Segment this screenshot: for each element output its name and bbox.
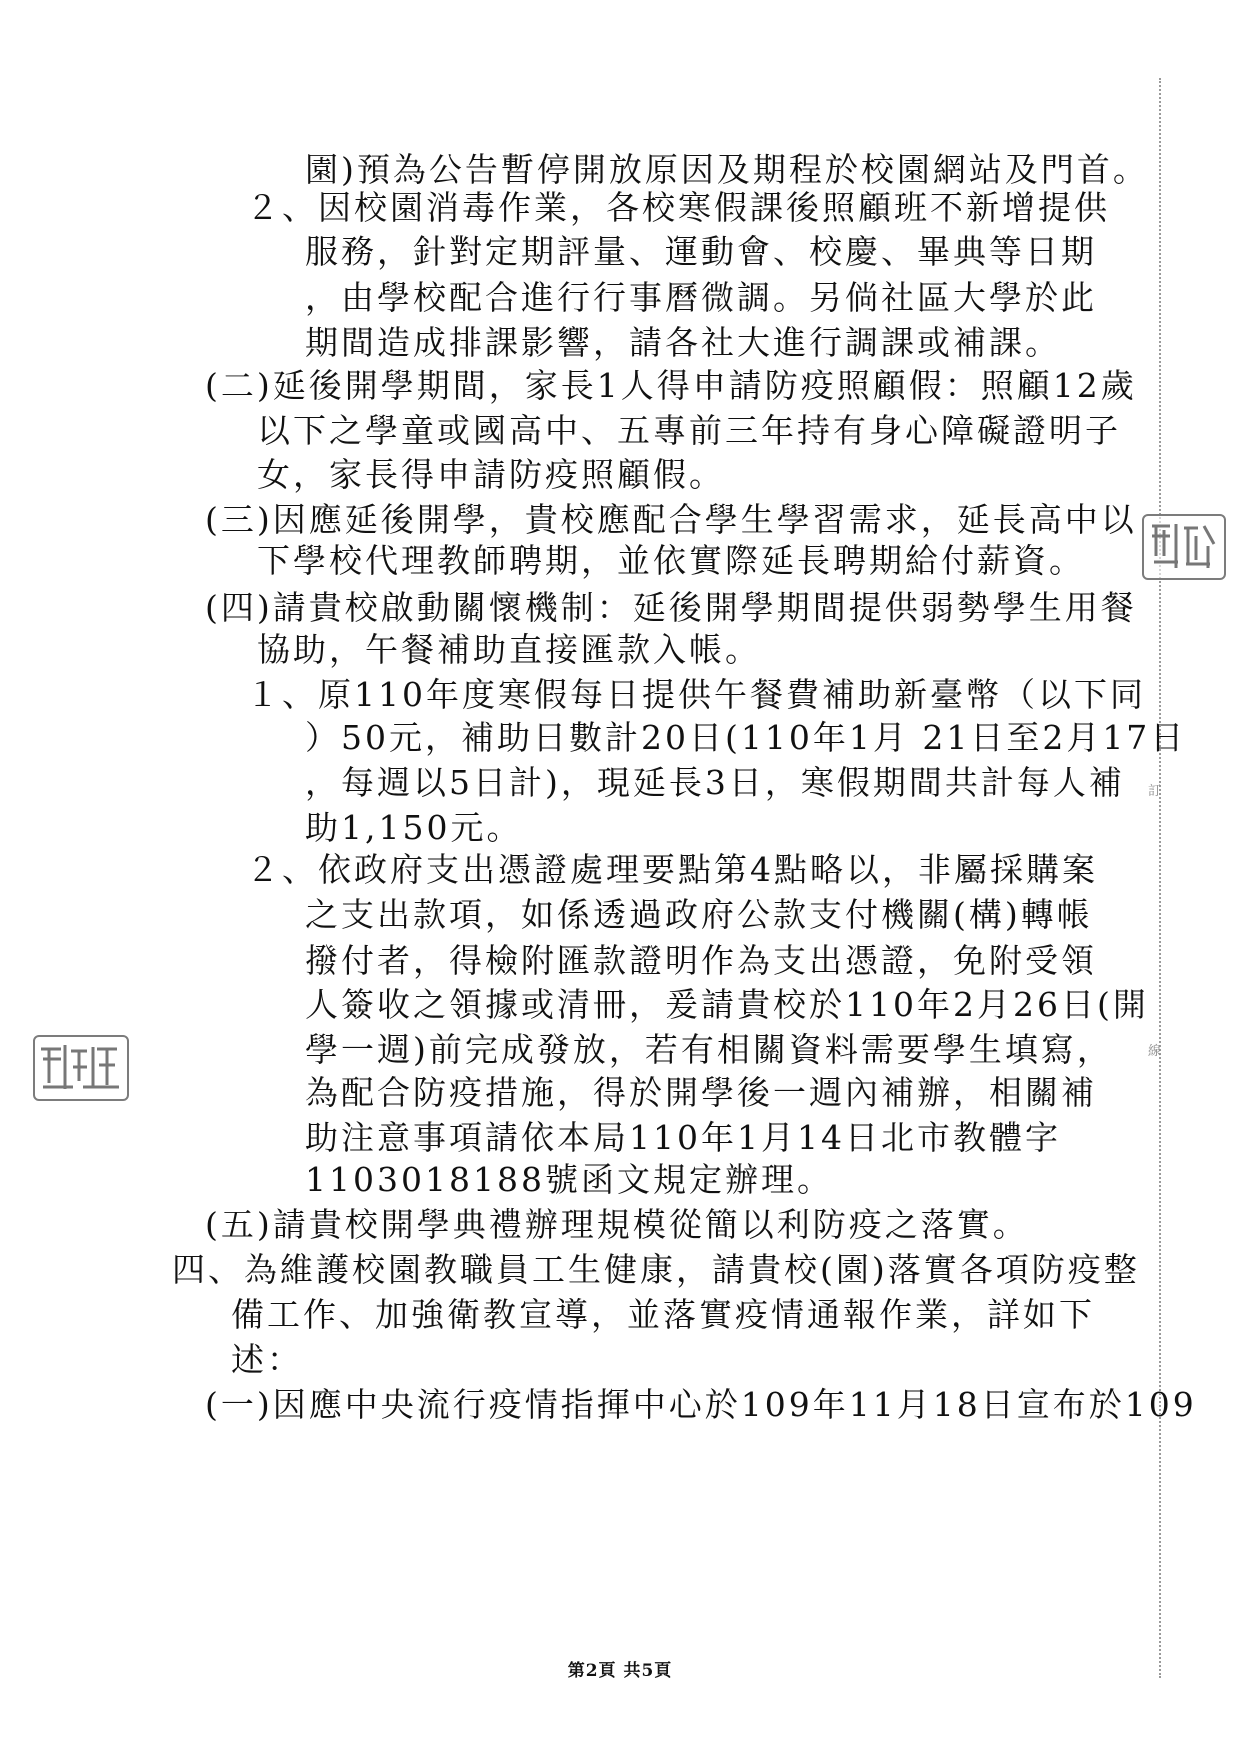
text-line: ）50元，補助日數計20日(110年1月 21日至2月17日 xyxy=(305,718,1187,757)
text-line: 為配合防疫措施，得於開學後一週內補辦，相關補 xyxy=(305,1073,1097,1112)
text-line: 服務，針對定期評量、運動會、校慶、畢典等日期 xyxy=(305,232,1097,271)
text-line: 撥付者，得檢附匯款證明作為支出憑證，免附受領 xyxy=(305,941,1097,980)
text-line: 學一週)前完成發放，若有相關資料需要學生填寫， xyxy=(305,1030,1113,1069)
text-line: 下學校代理教師聘期，並依實際延長聘期給付薪資。 xyxy=(257,541,1085,580)
text-line: 人簽收之領據或清冊，爰請貴校於110年2月26日(開 xyxy=(305,985,1149,1024)
binding-dotted-line xyxy=(1159,78,1161,1678)
text-line: (三)因應延後開學，貴校應配合學生學習需求，延長高中以 xyxy=(205,500,1137,539)
binding-mark-ding: 訂 xyxy=(1148,784,1162,799)
text-line: (四)請貴校啟動關懷機制：延後開學期間提供弱勢學生用餐 xyxy=(205,588,1137,627)
page-number-footer: 第2頁 共5頁 xyxy=(567,1661,673,1681)
seal-stamp-icon xyxy=(35,1037,127,1099)
text-line: (一)因應中央流行疫情指揮中心於109年11月18日宣布於109 xyxy=(205,1385,1197,1424)
text-line: 之支出款項，如係透過政府公款支付機關(構)轉帳 xyxy=(305,895,1093,934)
text-line: 備工作、加強衛教宣導，並落實疫情通報作業，詳如下 xyxy=(231,1295,1095,1334)
text-line: ，每週以5日計)，現延長3日，寒假期間共計每人補 xyxy=(305,763,1125,802)
text-line: ，由學校配合進行行事曆微調。另倘社區大學於此 xyxy=(305,278,1097,317)
official-seal-left xyxy=(33,1035,129,1101)
text-line: (二)延後開學期間，家長1人得申請防疫照顧假：照顧12歲 xyxy=(205,366,1137,405)
text-line: 1103018188號函文規定辦理。 xyxy=(305,1160,833,1199)
text-line: 女，家長得申請防疫照顧假。 xyxy=(257,455,725,494)
text-line: ２、因校園消毒作業，各校寒假課後照顧班不新增提供 xyxy=(246,188,1110,227)
text-line: ２、依政府支出憑證處理要點第4點略以，非屬採購案 xyxy=(246,850,1098,889)
text-line: 助1,150元。 xyxy=(305,808,523,847)
text-line: 助注意事項請依本局110年1月14日北市教體字 xyxy=(305,1118,1061,1157)
text-line: 園)預為公告暫停開放原因及期程於校園網站及門首。 xyxy=(305,150,1149,189)
text-line: (五)請貴校開學典禮辦理規模從簡以利防疫之落實。 xyxy=(205,1205,1029,1244)
text-line: 四、為維護校園教職員工生健康，請貴校(園)落實各項防疫整 xyxy=(172,1250,1140,1289)
seal-stamp-icon xyxy=(1144,516,1224,578)
text-line: 以下之學童或國高中、五專前三年持有身心障礙證明子 xyxy=(257,411,1121,450)
official-seal-right xyxy=(1142,514,1226,580)
text-line: 述： xyxy=(231,1340,303,1379)
text-line: 協助，午餐補助直接匯款入帳。 xyxy=(257,630,761,669)
text-line: 期間造成排課影響，請各社大進行調課或補課。 xyxy=(305,323,1061,362)
binding-mark-xian: 線 xyxy=(1148,1044,1162,1059)
text-line: １、原110年度寒假每日提供午餐費補助新臺幣（以下同 xyxy=(246,675,1146,714)
